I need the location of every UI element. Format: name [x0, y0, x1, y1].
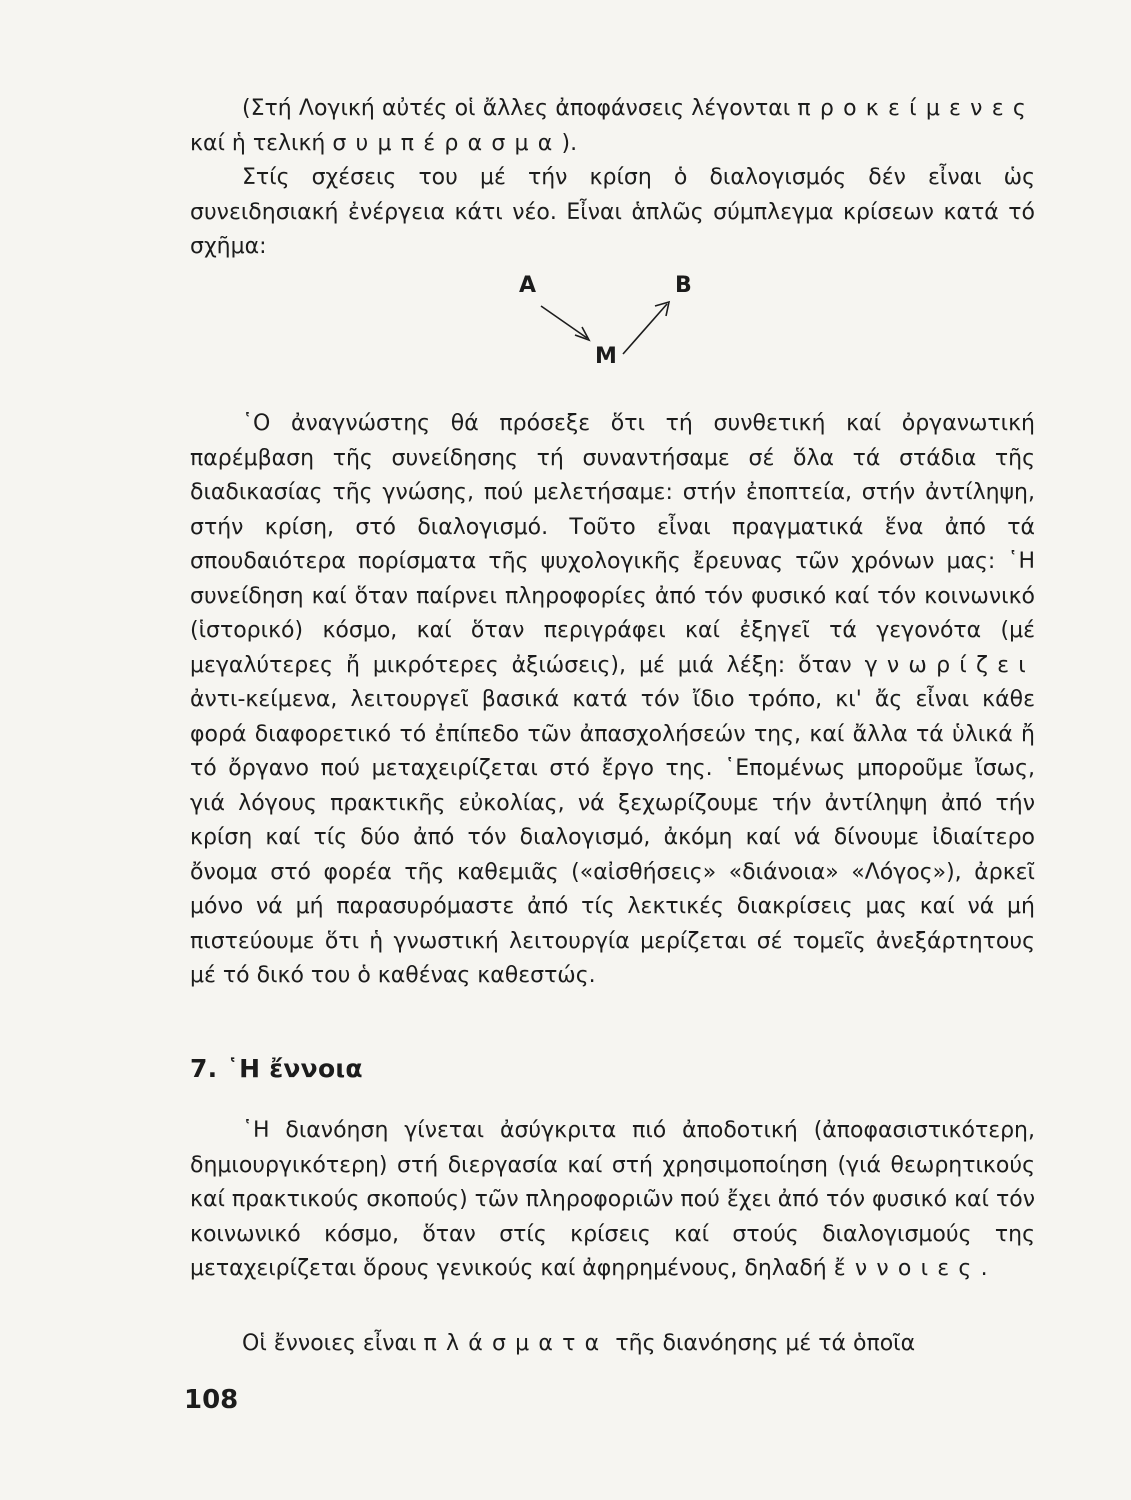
paragraph-concepts-intro	[190, 1114, 1035, 1287]
intro-text-2: καί ἡ τελική	[190, 130, 333, 156]
syllogism-diagram	[505, 268, 705, 378]
arrow-a-to-m-icon	[541, 306, 589, 340]
paragraph-consciousness	[190, 407, 1035, 994]
diagram-label-a: A	[519, 273, 537, 298]
paragraph-consciousness-text-1: ῾Ο ἀναγνώστης θά πρόσεξε ὅτι τή συνθετική καί ὀργανωτική παρέμβαση τῆς συνείδησης τή συναντήσαμε σέ ὅλα τά στάδια τῆς διαδικασίας τῆς γνώσης, πού μελετήσαμε: στήν ἐποπτεία, στήν ἀντίληψη, στήν κρίση, στό διαλογισμό. Τοῦτο εἶναι πραγματικά ἕνα ἀπό τά σπουδαιότερα πορίσματα τῆς ψυχολογικῆς ἔρευνας τῶν χρόνων μας: ῾Η συνείδηση καί ὅταν παίρνει πληροφορίες ἀπό τόν φυσικό καί τόν κοινωνικό (ἱστορικό) κόσμο, καί ὅταν περιγράφει καί ἐξηγεῖ τά γεγονότα (μέ μεγαλύτερες ἤ μικρότερες ἀξιώσεις), μέ μιά λέξη: ὅταν	[190, 411, 1035, 678]
spaced-term-protaseis: προκείμενες	[797, 96, 1035, 121]
intro-text-3: ).	[561, 130, 578, 156]
diagram-label-b: B	[675, 273, 692, 298]
paragraph-def-text-1: Οἱ ἔννοιες εἶναι	[242, 1331, 424, 1356]
spaced-term-symperasma: συμπέρασμα	[332, 130, 562, 156]
diagram-label-m: M	[595, 344, 617, 369]
paragraph-syllogism	[190, 161, 1035, 265]
paragraph-syllogism-text: Στίς σχέσεις του μέ τήν κρίση ὁ διαλογισμός δέν εἶναι ὡς συνειδησιακή ἐνέργεια κάτι νέο. Εἶναι ἁπλῶς σύμπλεγμα κρίσεων κατά τό σχῆμα:	[190, 165, 1035, 259]
paragraph-def-text-2: τῆς διανόησης μέ τά ὁποῖα	[608, 1331, 916, 1356]
paragraph-consciousness-text-2: ἀντι-κείμενα, λειτουργεῖ βασικά κατά τόν ἴδιο τρόπο, κι' ἄς εἶναι κάθε φορά διαφορετικό τό ἐπίπεδο τῶν ἀπασχολήσεών της, καί ἄλλα τά ὑλικά ἤ τό ὄργανο πού μεταχειρίζεται στό ἔργο της. ῾Επομένως μποροῦμε ἴσως, γιά λόγους πρακτικῆς εὐκολίας, νά ξεχωρίζουμε τήν ἀντίληψη ἀπό τήν κρίση καί τίς δύο ἀπό τόν διαλογισμό, ἀκόμη καί νά δίνουμε ἰδιαίτερο ὄνομα στό φορέα τῆς καθεμιᾶς («αἰσθήσεις» «διάνοια» «Λόγος»), ἀρκεῖ μόνο νά μή παρασυρόμαστε ἀπό τίς λεκτικές διακρίσεις μας καί νά μή πιστεύουμε ὅτι ἡ γνωστική λειτουργία μερίζεται σέ τομεῖς ἀνεξάρτητους μέ τό δικό του ὁ καθένας καθεστώς.	[190, 687, 1035, 988]
spaced-term-plasmata: πλάσματα	[423, 1331, 609, 1356]
spaced-term-gnorizei: γνωρίζει	[864, 652, 1035, 678]
spaced-term-ennoies: ἔννοιες	[833, 1256, 981, 1281]
arrow-m-to-b-icon	[623, 302, 669, 354]
intro-text-1: (Στή Λογική αὐτές οἱ ἄλλες ἀποφάνσεις λέγονται	[242, 96, 798, 121]
paragraph-intro	[190, 92, 1035, 161]
paragraph-concepts-def	[190, 1327, 1035, 1362]
section-heading: 7. ῾Η ἔννοια	[190, 1054, 363, 1083]
paragraph-concepts-text-1: ῾Η διανόηση γίνεται ἀσύγκριτα πιό ἀποδοτική (ἀποφασιστικότερη, δημιουργικότερη) στή διεργασία καί στή χρησιμοποίηση (γιά θεωρητικούς καί πρακτικούς σκοπούς) τῶν πληροφοριῶν πού ἔχει ἀπό τόν φυσικό καί τόν κοινωνικό κόσμο, ὅταν στίς κρίσεις καί στούς διαλογισμούς της μεταχειρίζεται ὅρους γενικούς καί ἀφηρημένους, δηλαδή	[190, 1118, 1035, 1281]
page-number: 108	[184, 1385, 239, 1415]
paragraph-concepts-text-2: .	[980, 1256, 988, 1281]
